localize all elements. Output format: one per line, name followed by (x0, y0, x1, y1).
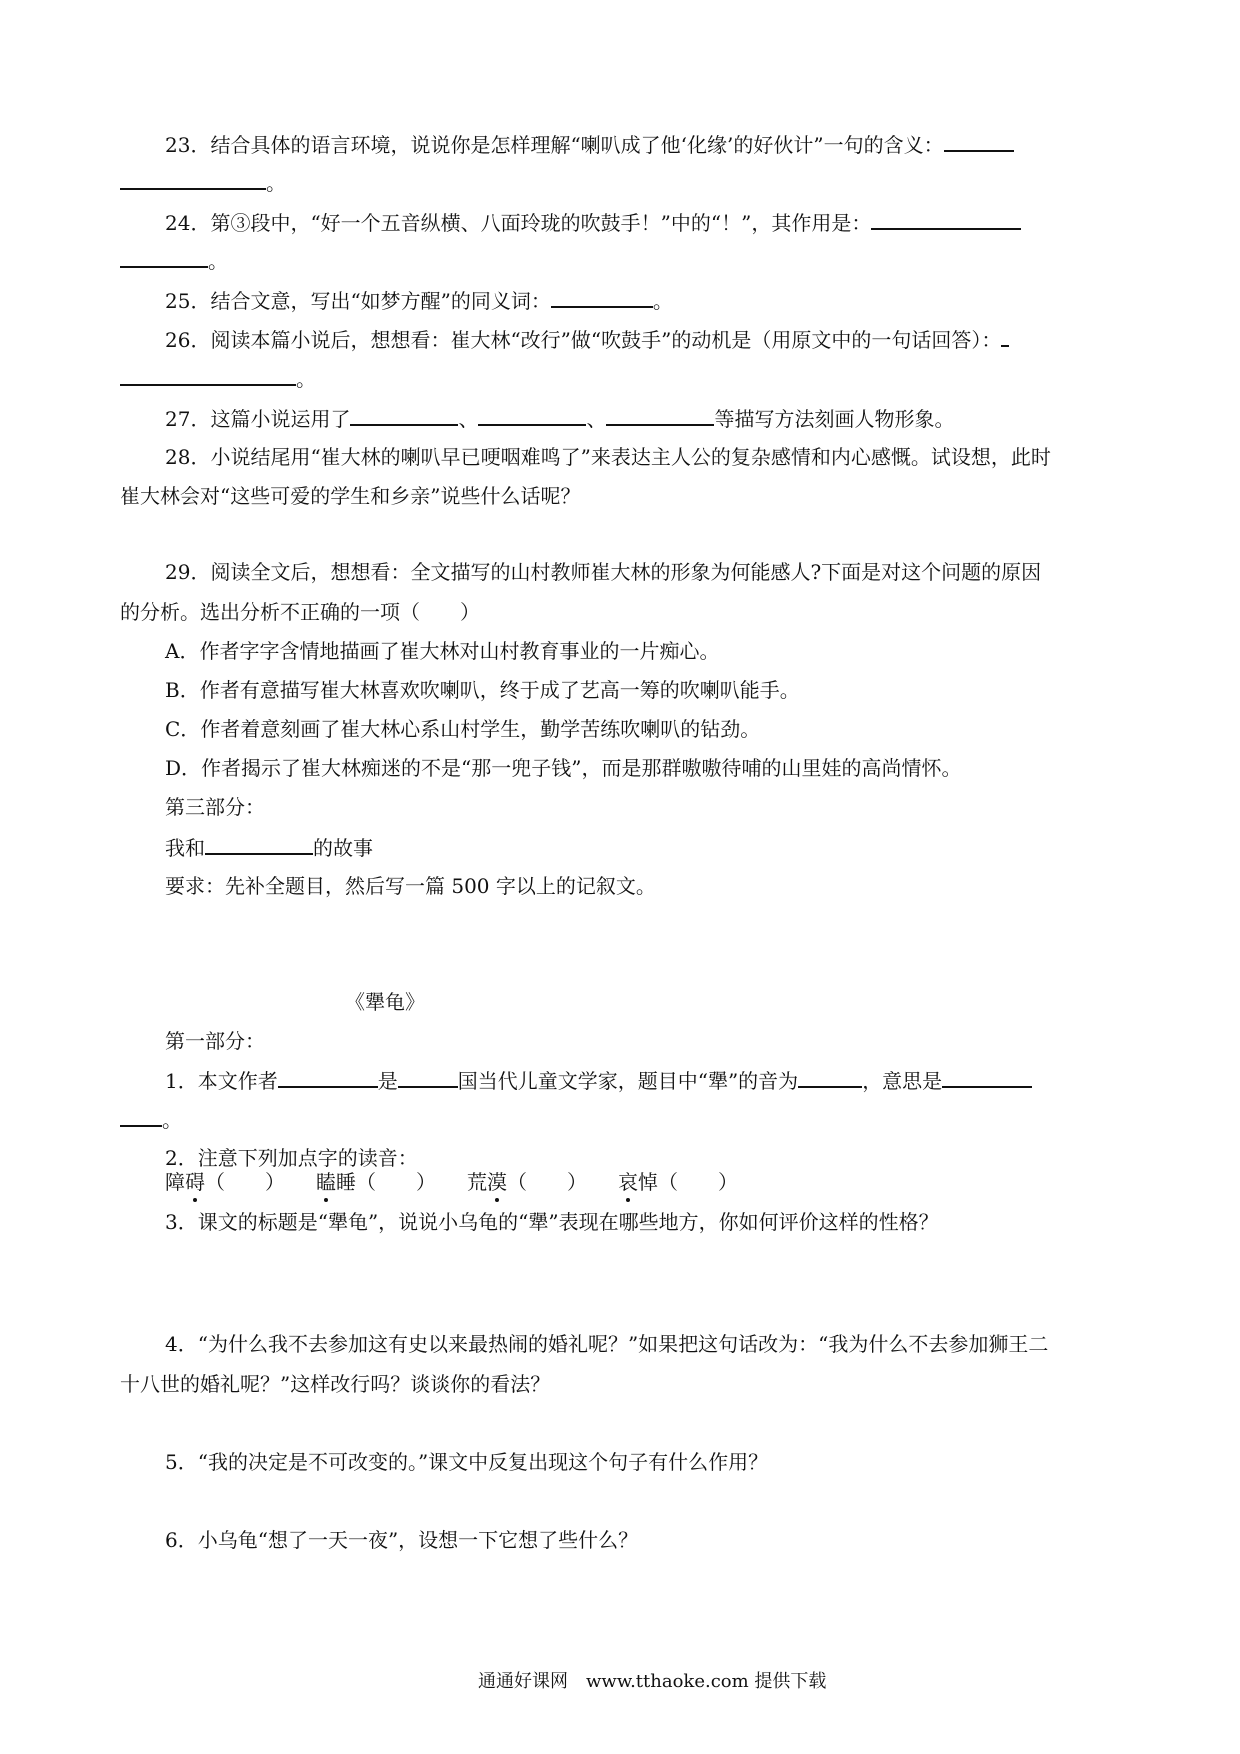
answer-blank[interactable] (120, 168, 266, 190)
answer-blank[interactable] (606, 404, 714, 426)
question-5: 5．“我的决定是不可改变的。”课文中反复出现这个句子有什么作用？ (165, 1450, 769, 1474)
word-4: 哀悼（ ） (618, 1170, 738, 1194)
question-4: 4．“为什么我不去参加这有史以来最热闹的婚礼呢？”如果把这句话改为：“我为什么不去参加狮王二 (165, 1332, 1049, 1356)
part-three-heading: 第三部分： (165, 795, 265, 819)
page-footer: 通通好课网 www.tthaoke.com 提供下载 (478, 1671, 827, 1692)
author-blank[interactable] (278, 1066, 378, 1088)
question-26: 26．阅读本篇小说后，想想看：崔大林“改行”做“吹鼓手”的动机是（用原文中的一句话回答）： (165, 325, 1009, 354)
answer-blank[interactable] (871, 208, 1021, 230)
question-3: 3．课文的标题是“犟龟”，说说小乌龟的“犟”表现在哪些地方，你如何评价这样的性格？ (165, 1210, 939, 1234)
question-26-cont: 。 (120, 364, 316, 393)
word-2: 瞌睡（ ） (316, 1170, 436, 1194)
question-27: 27．这篇小说运用了 、 、 等描写方法刻画人物形象。 (165, 404, 954, 433)
essay-title-blank[interactable] (205, 833, 313, 855)
pronunciation-blank[interactable] (798, 1066, 862, 1088)
word-3: 荒漠（ ） (467, 1170, 587, 1194)
answer-blank[interactable] (478, 404, 586, 426)
question-24-cont: 。 (120, 246, 228, 275)
question-1-cont: 。 (120, 1105, 182, 1134)
question-23: 23．结合具体的语言环境，说说你是怎样理解“喇叭成了他‘化缘’的好伙计”一句的含义： (165, 130, 1014, 159)
question-28-cont: 崔大林会对“这些可爱的学生和乡亲”说些什么话呢？ (120, 484, 581, 508)
answer-blank[interactable] (120, 364, 296, 386)
section-title: 《犟龟》 (345, 990, 425, 1014)
country-blank[interactable] (398, 1066, 458, 1088)
option-c[interactable]: C．作者着意刻画了崔大林心系山村学生，勤学苦练吹喇叭的钻劲。 (165, 717, 761, 741)
answer-blank[interactable] (944, 130, 1014, 152)
question-29-cont: 的分析。选出分析不正确的一项（ ） (120, 600, 480, 624)
question-1: 1．本文作者 是 国当代儿童文学家，题目中“犟”的音为 ，意思是 (165, 1066, 1032, 1095)
question-2: 2．注意下列加点字的读音： (165, 1146, 418, 1170)
word-1: 障碍（ ） (165, 1170, 285, 1194)
option-d[interactable]: D．作者揭示了崔大林痴迷的不是“那一兜子钱”，而是那群嗷嗷待哺的山里娃的高尚情怀。 (165, 756, 962, 780)
option-a[interactable]: A．作者字字含情地描画了崔大林对山村教育事业的一片痴心。 (165, 639, 720, 663)
meaning-blank[interactable] (942, 1066, 1032, 1088)
question-23-cont: 。 (120, 168, 286, 197)
essay-requirement: 要求：先补全题目，然后写一篇 500 字以上的记叙文。 (165, 874, 656, 898)
answer-blank[interactable] (1001, 325, 1009, 347)
question-25: 25．结合文意，写出“如梦方醒”的同义词： 。 (165, 286, 673, 315)
part-one-heading: 第一部分： (165, 1029, 265, 1053)
essay-title: 我和 的故事 (165, 833, 373, 862)
meaning-blank-cont[interactable] (120, 1105, 162, 1127)
option-b[interactable]: B．作者有意描写崔大林喜欢吹喇叭，终于成了艺高一筹的吹喇叭能手。 (165, 678, 800, 702)
question-4-cont: 十八世的婚礼呢？”这样改行吗？谈谈你的看法？ (120, 1372, 551, 1396)
answer-blank[interactable] (120, 246, 208, 268)
question-28: 28．小说结尾用“崔大林的喇叭早已哽咽难鸣了”来表达主人公的复杂感情和内心感慨。试设想，此时 (165, 445, 1051, 469)
question-24: 24．第③段中，“好一个五音纵横、八面玲珑的吹鼓手！”中的“！”，其作用是： (165, 208, 1021, 237)
answer-blank[interactable] (350, 404, 458, 426)
question-29: 29．阅读全文后，想想看：全文描写的山村教师崔大林的形象为何能感人?下面是对这个问题的原因 (165, 560, 1042, 584)
question-6: 6．小乌龟“想了一天一夜”，设想一下它想了些什么？ (165, 1528, 639, 1552)
answer-blank[interactable] (551, 286, 653, 308)
